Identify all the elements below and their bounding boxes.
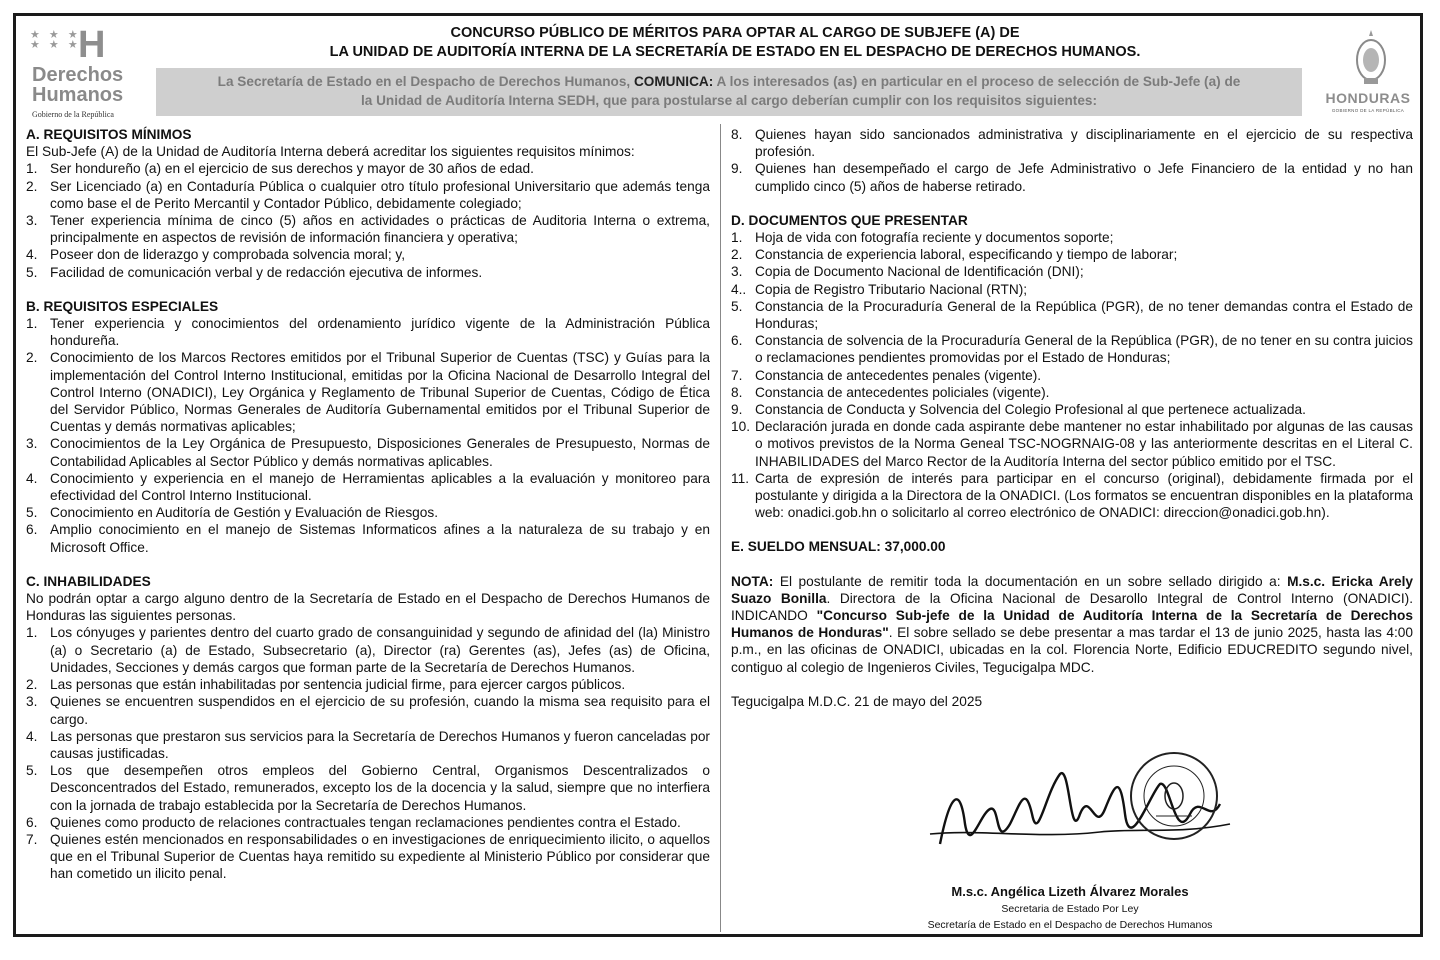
honduras-logo-name: HONDURAS [1325,90,1411,106]
list-item [731,367,1413,384]
item-number: 3. [26,694,38,710]
list-item [26,470,710,504]
list-item [731,470,1413,522]
announcement-banner [156,68,1302,116]
item-text: Conocimiento de los Marcos Rectores emitidos por el Tribunal Superior de Cuentas (TSC) y Guías para la implementación del Control Interno Institucional, emitidas por la Oficina Nacional de Desarrollo Integral del Control Interno (ONADICI), Ley Orgánica y Reglamento de Tribunal Superior de Cuentas, Código de Ética del Servidor Público, Normas Generales de Auditoría Gubernamental emitidos por el Tribunal Superior de Cuentas y demás normativas aplicables; [50,350,710,435]
item-text: Quienes hayan sido sancionados administrativa y disciplinariamente en el ejercicio de su respectiva profesión. [755,127,1413,160]
left-column [26,126,710,883]
item-text: Los que desempeñen otros empleos del Gobierno Central, Organismos Descentralizados o Desconcentrados del Estado, remunerados, excepto los de la docencia y la salud, siempre que no interfiera con la jornada de trabajo establecida por la Secretaría de Derechos Humanos. [50,763,710,813]
item-number: 7. [731,367,743,383]
item-number: 6. [731,333,743,349]
item-text: Quienes como producto de relaciones contractuales tengan reclamaciones pendientes contra el Estado. [50,814,681,830]
item-text: Tener experiencia mínima de cinco (5) años en actividades o prácticas de Auditoria Interna o extrema, principalmente en aspectos de revisión de información financiera y operativa; [50,213,710,246]
section-d-heading: D. DOCUMENTOS QUE PRESENTAR [731,212,968,228]
list-item [731,126,1413,160]
item-text: Conocimiento y experiencia en el manejo de Herramientas aplicables a la evaluación y monitoreo para efectividad del Control Interno Institucional. [50,470,710,504]
note-text-1: El postulante de remitir toda la documentación en un sobre sellado dirigido a: [773,573,1288,589]
item-text: Conocimiento en Auditoría de Gestión y Evaluación de Riesgos. [50,505,439,521]
list-item [26,246,710,263]
item-text: Tener experiencia y conocimientos del ordenamiento jurídico vigente de la Administración Pública hondureña. [50,316,710,349]
list-item [731,332,1413,366]
honduras-logo-subtitle: GOBIERNO DE LA REPÚBLICA [1331,108,1405,113]
section-a-heading: A. REQUISITOS MÍNIMOS [26,127,192,142]
item-number: 7. [26,831,38,847]
item-text: Constancia de experiencia laboral, especificando y tiempo de laborar; [755,247,1178,263]
banner-text-part2: A los interesados (as) en particular en el proceso de selección de Sub-Jefe (a) de [716,74,1241,89]
list-item [26,624,710,676]
item-number: 4. [26,728,38,744]
list-item [26,814,710,831]
item-number: 6. [26,814,38,830]
item-text: Hoja de vida con fotografía reciente y documentos soporte; [755,230,1114,246]
item-number: 9. [731,161,743,177]
item-text: Quienes estén mencionados en responsabilidades o en investigaciones de enriquecimiento ilicito, o aquellos que en el Tribunal Superior de Cuentas haya remitido su expediente al Ministerio Público por considerar que han cometido un ilicito penal. [50,831,710,882]
section-a-list [26,160,710,280]
official-stamp-icon [1128,750,1220,842]
item-text: Carta de expresión de interés para participar en el concurso (original), debidamente firmada por el postulante y dirigida a la Directora de la ONADICI. (Los formatos se encuentran disponibles en la plataforma web: onadici.gob.hn o solicitarlo al correo electrónico de ONADICI: direccion@onadici.gob.hn). [755,470,1413,521]
section-c-heading: C. INHABILIDADES [26,573,151,589]
h-logo-mark: H [78,24,106,66]
note-label: NOTA: [731,573,774,589]
list-item [26,762,710,814]
section-c-list [26,624,710,882]
item-number: 3. [26,436,38,452]
item-text: Las personas que prestaron sus servicios para la Secretaría de Derechos Humanos y fueron canceladas por causas justificadas. [50,728,710,761]
logo-text-line1: Derechos [32,64,124,86]
item-number: 6. [26,522,38,538]
item-number: 3. [731,264,743,280]
list-item [26,212,710,246]
item-text: Amplio conocimiento en el manejo de Sistemas Informaticos afines a la naturaleza de su trabajo y en Microsoft Office. [50,522,710,555]
item-number: 3. [26,213,38,229]
list-item [731,246,1413,263]
banner-line-2: la Unidad de Auditoría Interna SEDH, que para postularse al cargo deberían cumplir con los requisitos siguientes: [361,93,1097,108]
item-text: Constancia de Conducta y Solvencia del Colegio Profesional al que pertenece actualizada. [755,402,1306,418]
title-line-1: CONCURSO PÚBLICO DE MÉRITOS PARA OPTAR AL CARGO DE SUBJEFE (A) DE [450,25,1020,41]
section-c-intro: No podrán optar a cargo alguno dentro de la Secretaría de Estado en el Despacho de Derechos Humanos de Honduras las siguientes personas. [26,591,710,624]
item-number: 11. [731,470,750,486]
item-number: 1. [26,161,38,177]
item-number: 1. [731,230,743,246]
list-item [26,435,710,469]
column-divider [720,124,721,932]
item-number: 9. [731,402,743,418]
item-text: Constancia de antecedentes penales (vigente). [755,367,1042,383]
item-text: Constancia de solvencia de la Procuraduría General de la República (PGR), de no tener en su contra juicios o reclamaciones pendientes promovidas por el Estado de Honduras; [755,333,1413,366]
list-item [26,831,710,883]
section-b-list [26,315,710,556]
list-item [731,418,1413,470]
list-item [731,160,1413,194]
stars-icon: ★ ★ ★ ★ ★ ★ [30,29,81,51]
item-number: 2. [26,677,38,693]
item-text: Copia de Documento Nacional de Identificación (DNI); [755,264,1084,280]
item-number: 5. [26,264,38,280]
honduras-government-logo [1320,28,1420,116]
item-text: Ser Licenciado (a) en Contaduría Pública o cualquier otro título profesional Universitario que además tenga como base el de Perito Mercantil y Contador Público, debidamente colegiado; [50,178,710,211]
list-item [731,263,1413,280]
signatory-role: Secretaria de Estado Por Ley [1001,903,1139,915]
derechos-humanos-logo [28,24,154,120]
item-number: 1. [26,316,38,332]
note-recipient: M.s.c. Ericka Arely Suazo Bonilla [731,573,1413,606]
list-item [26,521,710,555]
item-number: 5. [731,298,743,314]
note-text-3: . El sobre sellado se debe presentar a mas tardar el 13 de junio 2025, hasta las 4:00 p.m., en las oficinas de ONADICI, ubicadas en la col. Florencia Norte, Edificio EDUCREDITO segundo nivel, contiguo al colegio de Ingenieros Civiles, Tegucigalpa MDC. [731,625,1413,675]
list-item [26,676,710,693]
signatory-department: Secretaría de Estado en el Despacho de Derechos Humanos [927,919,1213,931]
item-text: Constancia de la Procuraduría General de la República (PGR), de no tener demandas contra el Estado de Honduras; [755,298,1413,332]
list-item [26,728,710,762]
list-item [731,281,1413,298]
section-a-intro: El Sub-Jefe (A) de la Unidad de Auditoría Interna deberá acreditar los siguientes requisitos mínimos: [26,144,635,160]
banner-line-1 [156,72,1302,91]
item-number: 10. [731,419,751,435]
logo-subtitle: Gobierno de la República [32,110,114,119]
banner-comunica: COMUNICA: [633,74,714,89]
signatory-name: M.s.c. Angélica Lizeth Álvarez Morales [951,884,1189,899]
list-item [26,160,710,177]
item-number: 2. [26,350,38,366]
item-number: 5. [26,505,38,521]
item-text: Ser hondureño (a) en el ejercicio de sus derechos y mayor de 30 años de edad. [50,161,534,177]
list-item [731,298,1413,332]
right-column [731,126,1413,710]
list-item [26,264,710,281]
item-number: 2. [26,178,38,194]
item-number: 5. [26,763,38,779]
list-item [731,384,1413,401]
list-item [731,401,1413,418]
note-text-2: . Directora de la Oficina Nacional de Desarollo Integral de Control Interno (ONADICI). INDICANDO [731,590,1413,624]
title-line-2: LA UNIDAD DE AUDITORÍA INTERNA DE LA SECRETARÍA DE ESTADO EN EL DESPACHO DE DERECHOS HUMANOS. [329,44,1141,60]
list-item [26,504,710,521]
item-number: 4. [26,470,38,486]
item-text: Los cónyuges y parientes dentro del cuarto grado de consanguinidad y segundo de afinidad del (la) Ministro (a) o Secretario (a) de Estado, Subsecretario (a), Director (ra) Gerentes (as), Jefes (as) de Oficina, Unidades, Secciones y demás cargos que forman parte de la Secretaría de Derechos Humanos. [50,625,710,675]
item-text: Constancia de antecedentes policiales (vigente). [755,384,1050,400]
item-number: 4. [26,247,38,263]
item-number: 1. [26,625,38,641]
item-number: 8. [731,127,743,142]
item-number: 8. [731,384,743,400]
note-envelope-label: "Concurso Sub-jefe de la Unidad de Auditoría Interna de la Secretaría de Derechos Humanos de Honduras" [731,608,1414,641]
item-text: Las personas que están inhabilitadas por sentencia judicial firme, para ejercer cargos públicos. [50,677,626,693]
list-item [26,349,710,435]
list-item [26,315,710,349]
section-c-list-continued [731,126,1413,195]
coat-of-arms-icon [1354,30,1388,86]
section-d-list [731,229,1413,521]
list-item [731,229,1413,246]
item-text: Copia de Registro Tributario Nacional (RTN); [755,281,1028,297]
item-text: Quienes han desempeñado el cargo de Jefe Administrativo o Jefe Financiero de la entidad y no han cumplido cinco (5) años de haberse retirado. [755,161,1413,194]
logo-text-line2: Humanos [32,84,124,106]
place-date: Tegucigalpa M.D.C. 21 de mayo del 2025 [731,693,983,709]
list-item [26,693,710,727]
item-text: Conocimientos de la Ley Orgánica de Presupuesto, Disposiciones Generales de Presupuesto, Normas de Contabilidad Aplicables al Sector Público y demás normativas aplicables. [50,436,710,469]
item-text: Poseer don de liderazgo y comprobada solvencia moral; y, [50,247,406,263]
item-text: Quienes se encuentren suspendidos en el ejercicio de su profesión, cuando la misma sea requisito para el cargo. [50,694,710,727]
section-b-heading: B. REQUISITOS ESPECIALES [26,298,219,314]
monthly-salary: E. SUELDO MENSUAL: 37,000.00 [731,539,946,555]
item-text: Facilidad de comunicación verbal y de redacción ejecutiva de informes. [50,264,483,280]
item-number: 4.. [731,281,747,297]
list-item [26,178,710,212]
document-title [160,24,1310,62]
item-number: 2. [731,247,743,263]
note-paragraph [731,573,1413,676]
item-text: Declaración jurada en donde cada aspirante debe mantener no estar inhabilitado por algunas de las causas o motivos previstos de la Norma Geneal TSC-NOGRNAIG-08 y las anteriormente descritas en el Literal C. INHABILIDADES del Marco Rector de la Auditoría Interna del sector público emitido por el TSC. [755,419,1413,469]
banner-text-part1: La Secretaría de Estado en el Despacho de Derechos Humanos, [217,74,631,89]
